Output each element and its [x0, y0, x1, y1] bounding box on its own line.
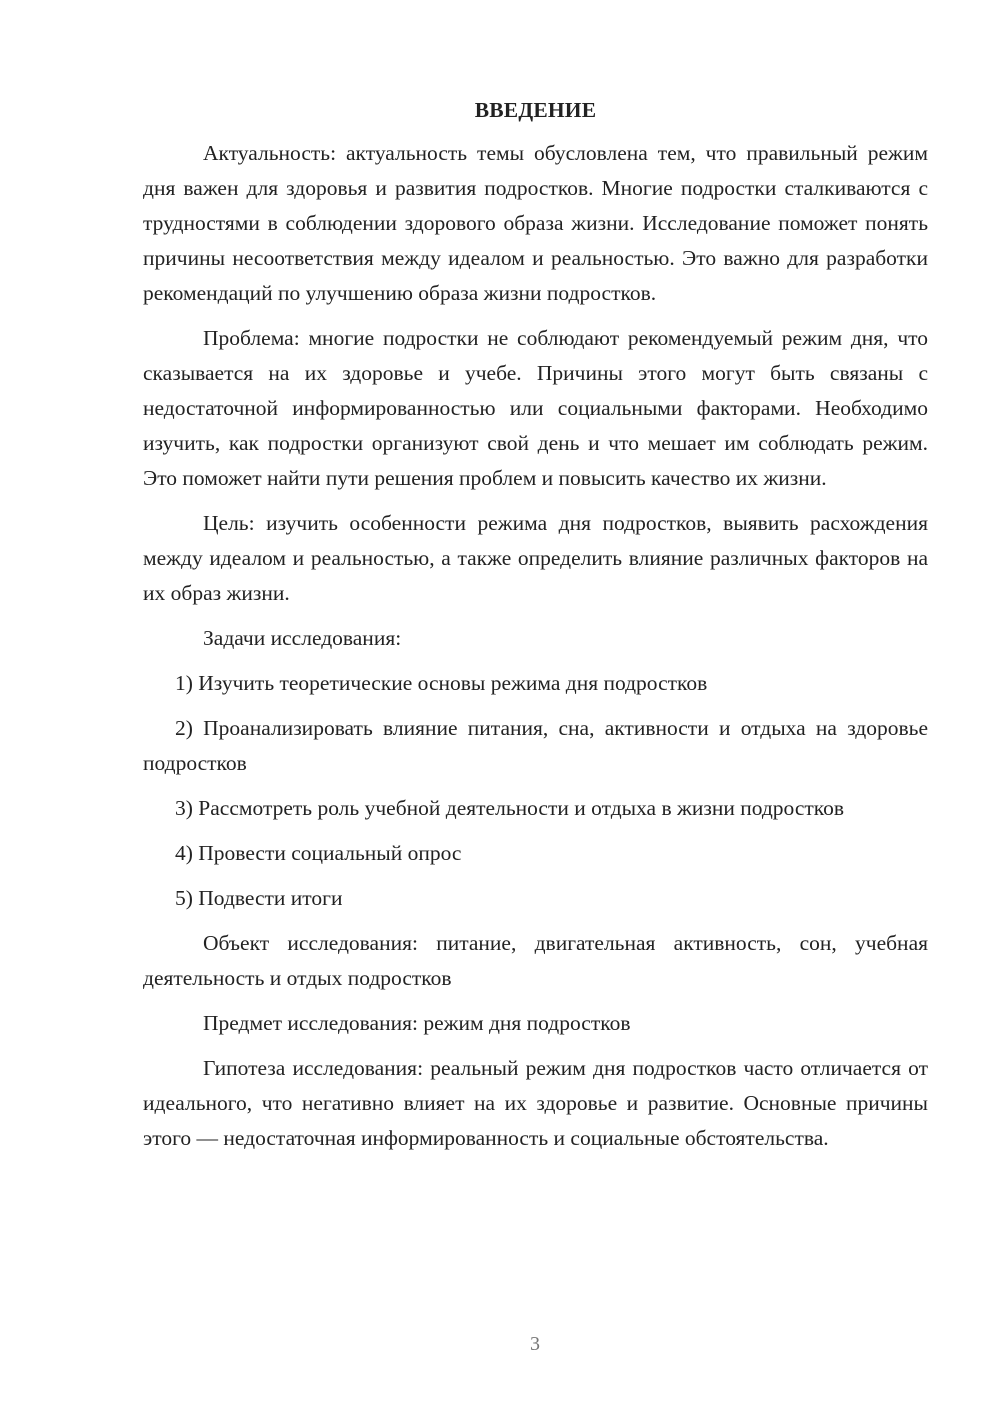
task-item-5: 5) Подвести итоги [175, 886, 343, 910]
problem-paragraph: Проблема: многие подростки не соблюдают рекомендуемый режим дня, что сказывается на их здоровье и учебе. Причины этого могут быть связаны с недостаточной информированностью или социальными факторами. Необходимо изучить, как подростки организуют свой день и что мешает им соблюдать режим. Это поможет найти пути решения проблем и повысить качество их жизни. [143, 326, 928, 490]
tasks-heading: Задачи исследования: [203, 626, 402, 650]
relevance-paragraph: Актуальность: актуальность темы обусловлена тем, что правильный режим дня важен для здоровья и развития подростков. Многие подростки сталкиваются с трудностями в соблюдении здорового образа жизни. Исследование поможет понять причины несоответствия между идеалом и реальностью. Это важно для разработки рекомендаций по улучшению образа жизни подростков. [143, 141, 928, 305]
hypothesis-paragraph: Гипотеза исследования: реальный режим дня подростков часто отличается от идеального, что негативно влияет на их здоровье и развитие. Основные причины этого — недостаточная информированность и социальные обстоятельства. [143, 1056, 928, 1150]
task-item-1: 1) Изучить теоретические основы режима дня подростков [175, 671, 708, 695]
section-title: ВВЕДЕНИЕ [474, 98, 597, 122]
object-paragraph: Объект исследования: питание, двигательная активность, сон, учебная деятельность и отдых подростков [143, 931, 928, 990]
task-item-3: 3) Рассмотреть роль учебной деятельности и отдыха в жизни подростков [175, 796, 845, 820]
page-content [143, 95, 928, 1166]
goal-paragraph: Цель: изучить особенности режима дня подростков, выявить расхождения между идеалом и реальностью, а также определить влияние различных факторов на их образ жизни. [143, 511, 928, 605]
subject-paragraph: Предмет исследования: режим дня подростков [203, 1011, 631, 1035]
task-item-2: 2) Проанализировать влияние питания, сна, активности и отдыха на здоровье подростков [143, 716, 928, 775]
page-number: 3 [530, 1333, 540, 1355]
task-item-4: 4) Провести социальный опрос [175, 841, 462, 865]
